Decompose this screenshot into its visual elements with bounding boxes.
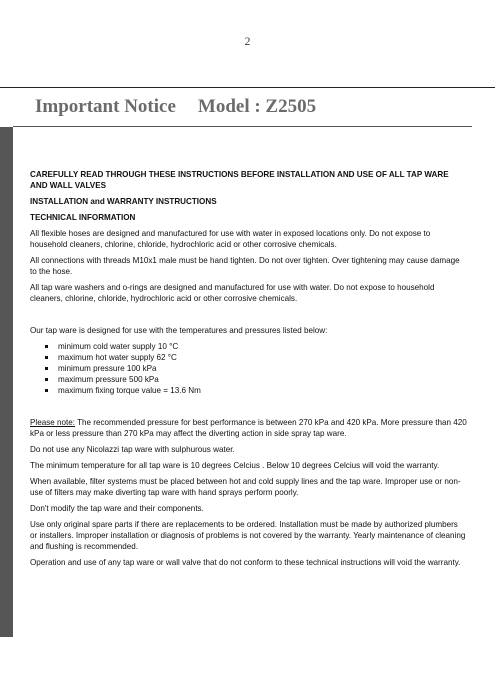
note-text: The recommended pressure for best performance is between 270 kPa and 420 kPa. More pressure than 420 kPa or less pressure than 270 kPa may affect the diverting action in side spray tap ware. bbox=[30, 418, 467, 438]
model-title: Model : Z2505 bbox=[197, 96, 317, 117]
note-label: Please note: bbox=[30, 418, 75, 427]
sulphurous-paragraph: Do not use any Nicolazzi tap ware with sulphurous water. bbox=[30, 445, 235, 454]
temperature-list bbox=[30, 341, 467, 396]
list-item: maximum hot water supply 62 °C bbox=[45, 352, 467, 363]
spare-parts-paragraph: Use only original spare parts if there are replacements to be ordered. Installation must be made by authorized plumbers or installers. Improper installation or diagnosis of problems is not covered by the warranty. Yearly maintenance of cleaning and flushing is recommended. bbox=[30, 520, 466, 551]
notice-title: Important Notice bbox=[35, 96, 176, 117]
pressure-note bbox=[30, 417, 467, 439]
washers-paragraph: All tap ware washers and o-rings are designed and manufactured for use with water. Do not expose to household cleaners, chlorine, chloride, hydrochloric acid or other corrosive chemicals. bbox=[30, 283, 435, 303]
connections-paragraph: All connections with threads M10x1 male must be hand tighten. Do not over tighten. Over tightening may cause damage to the hose. bbox=[30, 256, 460, 276]
modify-paragraph: Don't modify the tap ware and their components. bbox=[30, 504, 204, 513]
top-divider bbox=[0, 87, 495, 88]
hoses-paragraph: All flexible hoses are designed and manufactured for use with water in exposed locations only. Do not expose to household cleaners, chlorine, chloride, hydrochloric acid or other corrosive chemicals. bbox=[30, 229, 431, 249]
technical-heading: TECHNICAL INFORMATION bbox=[30, 213, 136, 222]
installation-heading: INSTALLATION and WARRANTY INSTRUCTIONS bbox=[30, 197, 217, 206]
side-accent-bar bbox=[0, 127, 13, 637]
min-temp-paragraph: The minimum temperature for all tap ware is 10 degrees Celcius . Below 10 degrees Celcius will void the warranty. bbox=[30, 461, 440, 470]
heading-divider bbox=[13, 126, 472, 127]
list-item: maximum fixing torque value = 13.6 Nm bbox=[45, 385, 467, 396]
list-item: minimum cold water supply 10 °C bbox=[45, 341, 467, 352]
list-item: maximum pressure 500 kPa bbox=[45, 374, 467, 385]
page-heading bbox=[35, 96, 316, 118]
temps-intro: Our tap ware is designed for use with the temperatures and pressures listed below: bbox=[30, 326, 328, 335]
list-item: minimum pressure 100 kPa bbox=[45, 363, 467, 374]
operation-paragraph: Operation and use of any tap ware or wall valve that do not conform to these technical instructions will void the warranty. bbox=[30, 558, 461, 567]
caution-heading: CAREFULLY READ THROUGH THESE INSTRUCTIONS BEFORE INSTALLATION AND USE OF ALL TAP WARE AND WALL VALVES bbox=[30, 170, 449, 190]
page-number: 2 bbox=[244, 34, 251, 48]
filters-paragraph: When available, filter systems must be placed between hot and cold supply lines and the tap ware. Improper use or non-use of filters may make diverting tap ware with hand sprays perform poorly. bbox=[30, 477, 461, 497]
instructions-body bbox=[30, 169, 467, 573]
